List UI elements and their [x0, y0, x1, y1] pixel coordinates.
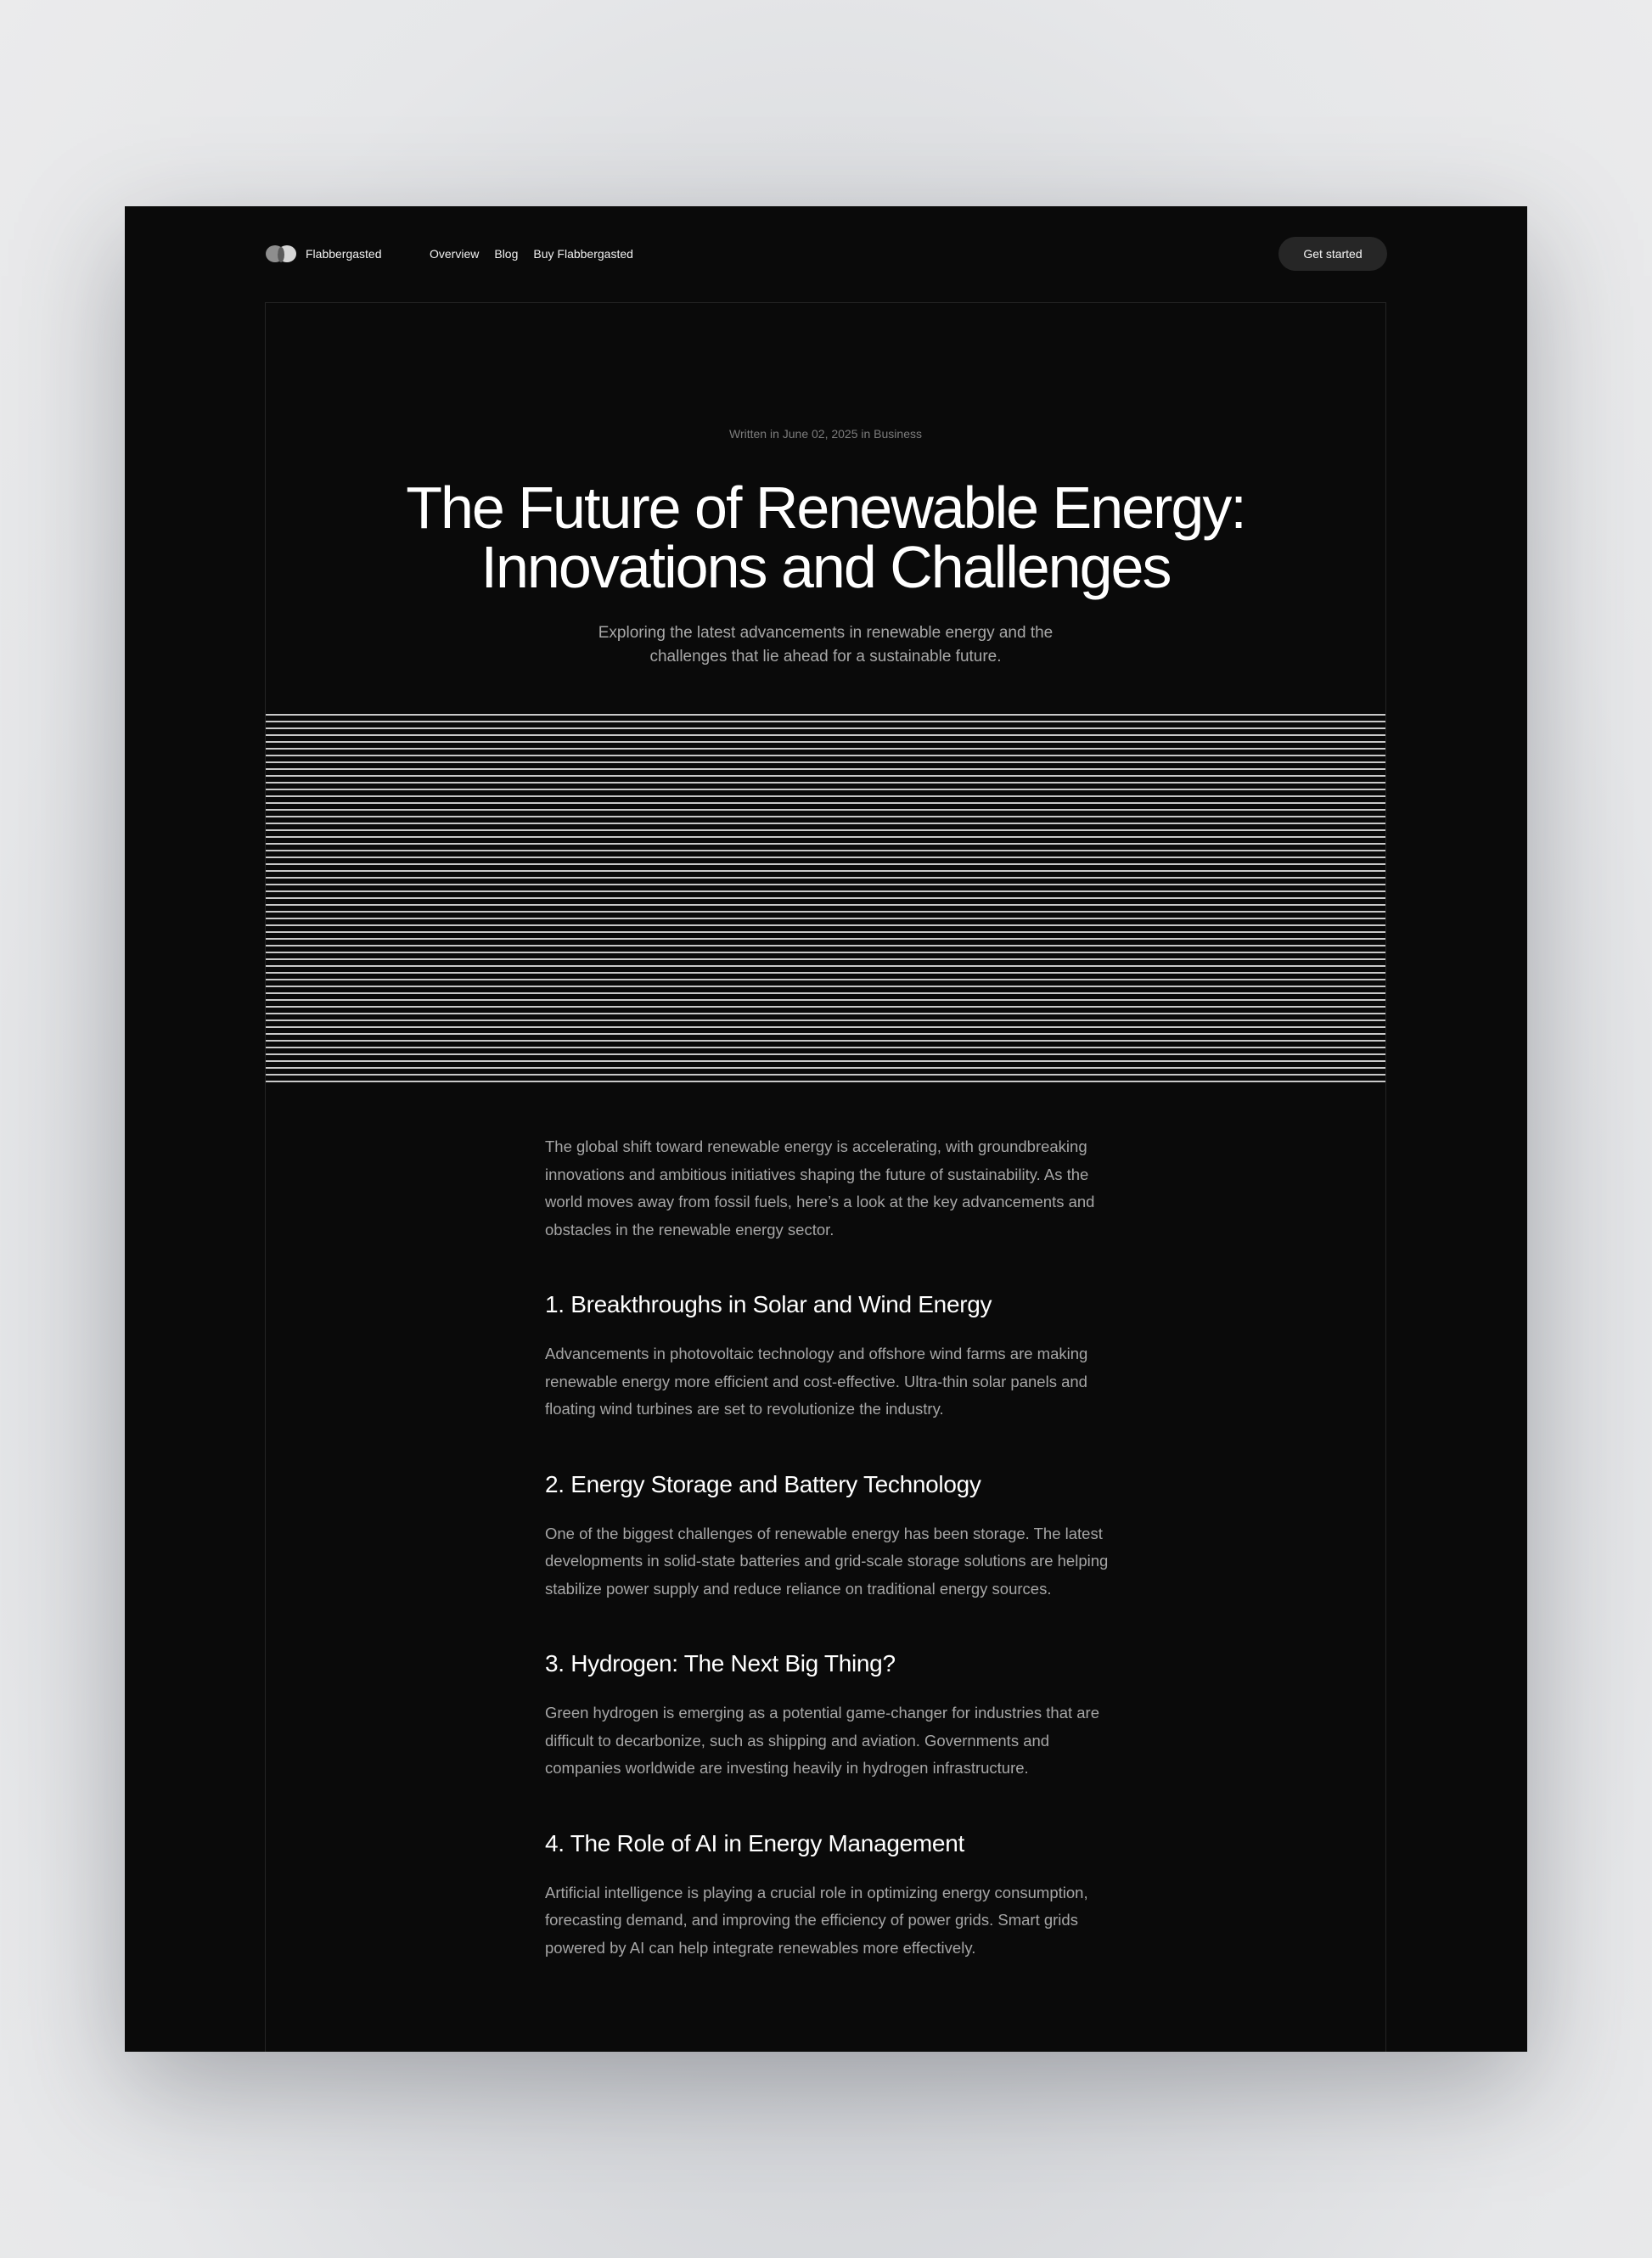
section-heading: 1. Breakthroughs in Solar and Wind Energy: [545, 1291, 992, 1317]
article-meta: Written in June 02, 2025 in Business: [729, 427, 922, 441]
get-started-button[interactable]: Get started: [1278, 237, 1387, 271]
hero-stripes-image: [266, 714, 1385, 1086]
nav-link-overview[interactable]: Overview: [430, 247, 480, 261]
section-heading: 4. The Role of AI in Energy Management: [545, 1829, 964, 1856]
butterfly-logo-icon: [265, 244, 297, 264]
section-paragraph: Green hydrogen is emerging as a potential game-changer for industries that are difficult to decarbonize, such as shipping and aviation. Governments and companies worldwide are investing heavily in hydrogen infrastructure.: [545, 1704, 1100, 1777]
section-heading: 3. Hydrogen: The Next Big Thing?: [545, 1650, 896, 1677]
intro-paragraph: The global shift toward renewable energy is accelerating, with groundbreaking innovations and ambitious initiatives shaping the future of sustainability. As the world moves away from fossil fuels, here’s a look at the key advancements and obstacles in the renewable energy sector.: [545, 1137, 1095, 1239]
article-section: [545, 1649, 1114, 1783]
site-frame: [125, 206, 1527, 2052]
section-paragraph: Advancements in photovoltaic technology and offshore wind farms are making renewable energy more efficient and cost-effective. Ultra-thin solar panels and floating wind turbines are set to revolutionize the industry.: [545, 1345, 1088, 1418]
nav-link-blog[interactable]: Blog: [494, 247, 519, 261]
article-body: [545, 1133, 1114, 1962]
section-paragraph: Artificial intelligence is playing a crucial role in optimizing energy consumption, forecasting demand, and improving the efficiency of power grids. Smart grids powered by AI can help integrate renewables more effectively.: [545, 1883, 1088, 1957]
article-section: [545, 1829, 1114, 1963]
article-title: The Future of Renewable Energy: Innovations and Challenges: [406, 475, 1245, 600]
brand-logo[interactable]: [265, 244, 382, 264]
section-paragraph: One of the biggest challenges of renewable energy has been storage. The latest developments in solid-state batteries and grid-scale storage solutions are helping stabilize power supply and reduce reliance on traditional energy sources.: [545, 1524, 1109, 1598]
article-subtitle: Exploring the latest advancements in renewable energy and the challenges that lie ahead for a sustainable future.: [598, 624, 1054, 666]
nav-link-buy[interactable]: Buy Flabbergasted: [533, 247, 633, 261]
section-heading: 2. Energy Storage and Battery Technology: [545, 1470, 981, 1497]
article-section: [545, 1290, 1114, 1424]
article-card: [265, 302, 1386, 2052]
article-section: [545, 1470, 1114, 1604]
top-nav: [265, 237, 1387, 271]
nav-links: [430, 247, 633, 261]
brand-name: Flabbergasted: [306, 247, 382, 261]
